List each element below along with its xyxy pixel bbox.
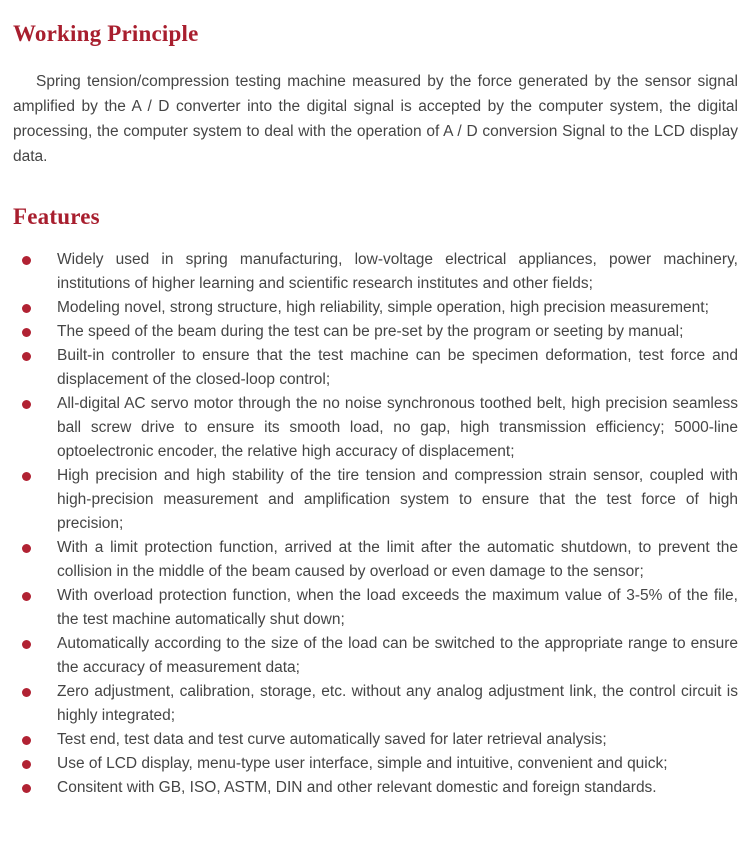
- feature-item: [13, 344, 738, 392]
- feature-item: [13, 584, 738, 632]
- feature-item: [13, 464, 738, 536]
- bullet-icon: [22, 256, 31, 265]
- features-list: [13, 248, 738, 800]
- bullet-icon: [22, 304, 31, 313]
- feature-item: [13, 320, 738, 344]
- bullet-icon: [22, 400, 31, 409]
- bullet-icon: [22, 640, 31, 649]
- working-principle-heading: Working Principle: [13, 21, 199, 46]
- feature-item: [13, 632, 738, 680]
- feature-item-text: Automatically according to the size of the load can be switched to the appropriate range to ensure the accuracy of measurement data;: [57, 635, 738, 676]
- feature-item-text: Modeling novel, strong structure, high reliability, simple operation, high precision measurement;: [57, 299, 709, 316]
- feature-item-text: All-digital AC servo motor through the no noise synchronous toothed belt, high precision seamless ball screw drive to ensure its smooth load, no gap, high transmission efficiency; 5000-line optoelectronic encoder, the relative high accuracy of displacement;: [57, 395, 738, 460]
- feature-item-text: Zero adjustment, calibration, storage, etc. without any analog adjustment link, the control circuit is highly integrated;: [57, 683, 738, 724]
- feature-item: [13, 680, 738, 728]
- bullet-icon: [22, 544, 31, 553]
- bullet-icon: [22, 328, 31, 337]
- feature-item-text: High precision and high stability of the tire tension and compression strain sensor, coupled with high-precision measurement and amplification system to ensure that the test force of high precision;: [57, 467, 738, 532]
- feature-item: [13, 752, 738, 776]
- feature-item-text: Test end, test data and test curve automatically saved for later retrieval analysis;: [57, 731, 607, 748]
- feature-item-text: With a limit protection function, arrived at the limit after the automatic shutdown, to prevent the collision in the middle of the beam caused by overload or even damage to the sensor;: [57, 539, 738, 580]
- working-principle-section: [13, 22, 738, 169]
- bullet-icon: [22, 592, 31, 601]
- feature-item: [13, 392, 738, 464]
- feature-item: [13, 536, 738, 584]
- bullet-icon: [22, 472, 31, 481]
- bullet-icon: [22, 760, 31, 769]
- features-section: [13, 205, 738, 800]
- feature-item: [13, 296, 738, 320]
- features-heading: Features: [13, 204, 100, 229]
- feature-item: [13, 728, 738, 752]
- feature-item-text: Use of LCD display, menu-type user interface, simple and intuitive, convenient and quick;: [57, 755, 668, 772]
- feature-item-text: With overload protection function, when the load exceeds the maximum value of 3-5% of the file, the test machine automatically shut down;: [57, 587, 738, 628]
- bullet-icon: [22, 352, 31, 361]
- feature-item-text: Consitent with GB, ISO, ASTM, DIN and other relevant domestic and foreign standards.: [57, 779, 657, 796]
- feature-item: [13, 248, 738, 296]
- feature-item-text: Widely used in spring manufacturing, low-voltage electrical appliances, power machinery, institutions of higher learning and scientific research institutes and other fields;: [57, 251, 738, 292]
- feature-item: [13, 776, 738, 800]
- working-principle-paragraph: Spring tension/compression testing machine measured by the force generated by the sensor signal amplified by the A / D converter into the digital signal is accepted by the computer system, the digital processing, the computer system to deal with the operation of A / D conversion Signal to the LCD display data.: [13, 73, 738, 165]
- bullet-icon: [22, 736, 31, 745]
- feature-item-text: The speed of the beam during the test can be pre-set by the program or seeting by manual;: [57, 323, 684, 340]
- bullet-icon: [22, 784, 31, 793]
- bullet-icon: [22, 688, 31, 697]
- feature-item-text: Built-in controller to ensure that the test machine can be specimen deformation, test force and displacement of the closed-loop control;: [57, 347, 738, 388]
